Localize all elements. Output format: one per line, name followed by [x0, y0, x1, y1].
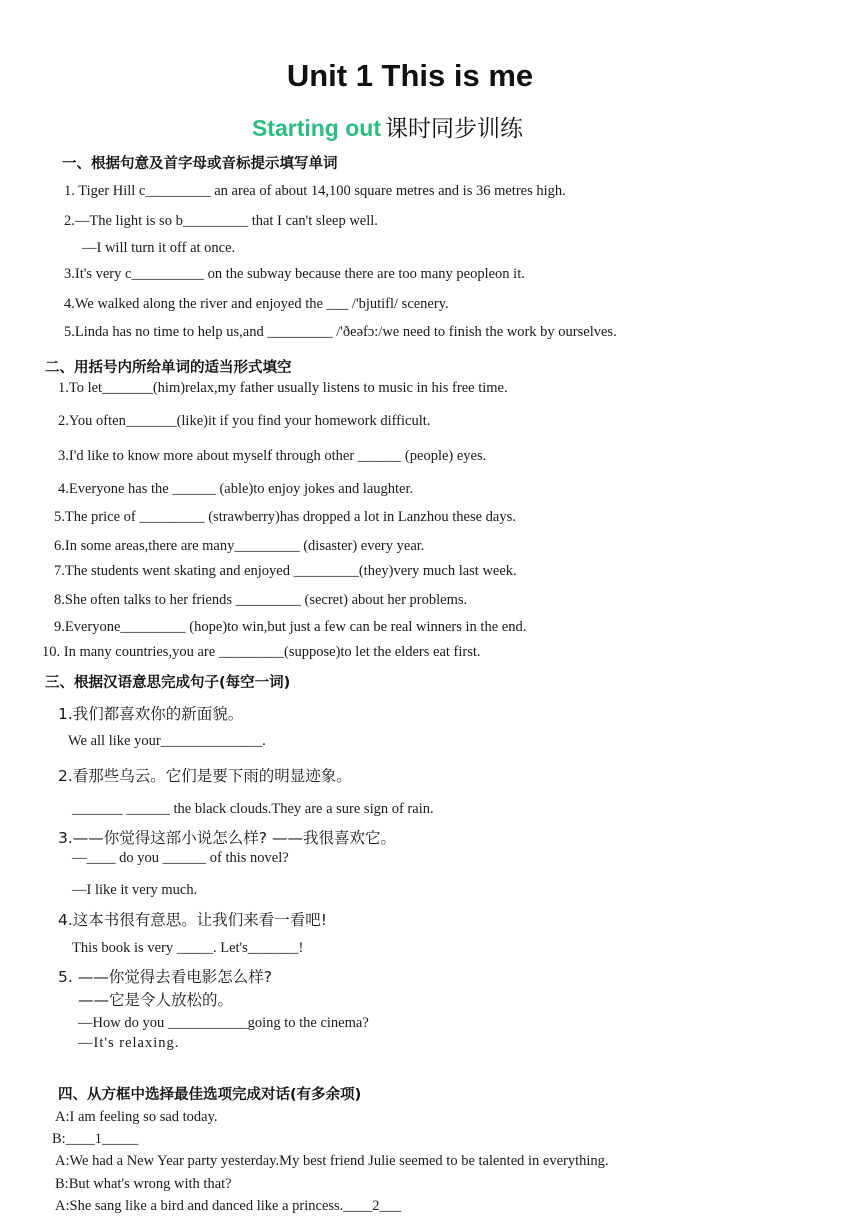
s1-question-1: 1. Tiger Hill c_________ an area of about 14,100 square metres and is 36 metres high.: [64, 183, 566, 199]
s2-question-9: 9.Everyone_________ (hope)to win,but just a few can be real winners in the end.: [54, 619, 527, 635]
s3-question-3-english: —____ do you ______ of this novel?: [72, 850, 289, 866]
s1-question-2: 2.—The light is so b_________ that I can't sleep well.: [64, 213, 378, 229]
section-2-heading: 二、用括号内所给单词的适当形式填空: [45, 360, 292, 376]
s2-question-3: 3.I'd like to know more about myself through other ______ (people) eyes.: [58, 448, 487, 464]
subtitle-en: Starting out: [251, 115, 382, 141]
section-1-heading: 一、根据句意及首字母或音标提示填写单词: [62, 156, 338, 172]
s3-question-5-chinese-reply: ——它是令人放松的。: [78, 991, 234, 1009]
s3-question-4-chinese: 4.这本书很有意思。让我们来看一看吧!: [58, 911, 328, 929]
s2-question-1: 1.To let_______(him)relax,my father usually listens to music in his free time.: [58, 380, 508, 396]
s3-question-1-chinese: 1.我们都喜欢你的新面貌。: [58, 705, 244, 723]
s4-dialogue-line-3: A:We had a New Year party yesterday.My best friend Julie seemed to be talented in everything.: [55, 1153, 609, 1169]
s3-question-5-reply: —It's relaxing.: [78, 1035, 180, 1051]
s3-question-2-english: _______ ______ the black clouds.They are a sure sign of rain.: [72, 801, 434, 817]
section-4-heading: 四、从方框中选择最佳选项完成对话(有多余项): [58, 1087, 362, 1103]
s4-dialogue-line-1: A:I am feeling so sad today.: [55, 1109, 218, 1125]
s1-question-4: 4.We walked along the river and enjoyed the ___ /'bjutifl/ scenery.: [64, 296, 449, 312]
s3-question-4-english: This book is very _____. Let's_______!: [72, 940, 304, 956]
s3-question-2-chinese: 2.看那些乌云。它们是要下雨的明显迹象。: [58, 767, 352, 785]
s2-question-4: 4.Everyone has the ______ (able)to enjoy jokes and laughter.: [58, 481, 414, 497]
s1-question-3: 3.It's very c__________ on the subway because there are too many peopleon it.: [64, 266, 525, 282]
s2-question-10: 10. In many countries,you are _________(suppose)to let the elders eat first.: [42, 644, 481, 660]
s4-dialogue-line-4: B:But what's wrong with that?: [55, 1176, 232, 1192]
s2-question-2: 2.You often_______(like)it if you find your homework difficult.: [58, 413, 431, 429]
subtitle-zh: 课时同步训练: [385, 116, 524, 142]
s3-question-5-chinese: 5. ——你觉得去看电影怎么样?: [58, 968, 272, 986]
s2-question-7: 7.The students went skating and enjoyed _________(they)very much last week.: [54, 563, 517, 579]
page-subtitle: [0, 110, 775, 143]
page-title: Unit 1 This is me: [286, 58, 534, 93]
s3-question-5-english: —How do you ___________going to the cinema?: [78, 1015, 369, 1031]
s2-question-8: 8.She often talks to her friends _________ (secret) about her problems.: [54, 592, 468, 608]
s3-question-1-english: We all like your______________.: [68, 733, 266, 749]
s4-dialogue-line-2: B:____1_____: [52, 1131, 139, 1147]
s1-question-2-reply: —I will turn it off at once.: [82, 240, 236, 256]
s2-question-6: 6.In some areas,there are many_________ (disaster) every year.: [54, 538, 425, 554]
section-3-heading: 三、根据汉语意思完成句子(每空一词): [45, 675, 291, 691]
s3-question-3-chinese: 3.——你觉得这部小说怎么样? ——我很喜欢它。: [58, 829, 396, 847]
s1-question-5: 5.Linda has no time to help us,and _________ /'ðeəfɔ:/we need to finish the work by ourselves.: [64, 324, 617, 340]
s2-question-5: 5.The price of _________ (strawberry)has dropped a lot in Lanzhou these days.: [54, 509, 516, 525]
s3-question-3-reply: —I like it very much.: [72, 882, 198, 898]
s4-dialogue-line-5: A:She sang like a bird and danced like a princess.____2___: [55, 1198, 402, 1214]
